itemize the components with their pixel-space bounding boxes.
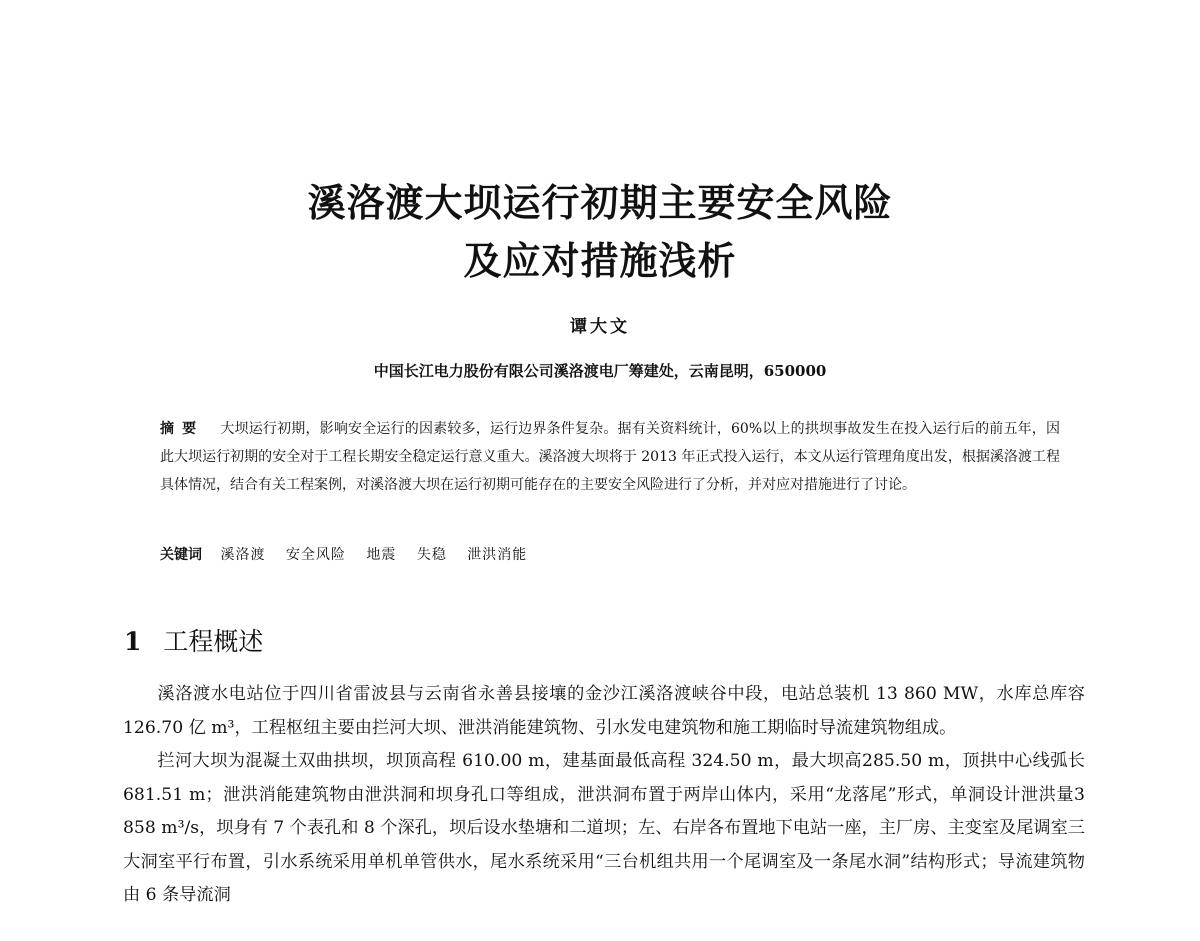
paper-title-line-1: 溪洛渡大坝运行初期主要安全风险: [307, 181, 893, 225]
author-affiliation: 中国长江电力股份有限公司溪洛渡电厂筹建处，云南昆明，650000: [373, 362, 827, 380]
abstract-label: 摘要: [160, 421, 205, 437]
section-heading: [124, 625, 263, 659]
abstract-text: 大坝运行初期，影响安全运行的因素较多，运行边界条件复杂。据有关资料统计，60%以上的拱坝事故发生在投入运行后的前五年，因此大坝运行初期的安全对于工程长期安全稳定运行意义重大。溪洛渡大坝将于 2013 年正式投入运行，本文从运行管理角度出发，根据溪洛渡工程具体情况，结合有关工程案例，对溪洛渡大坝在运行初期可能存在的主要安全风险进行了分析，并对应对措施进行了讨论。: [160, 421, 1060, 493]
body-text: [123, 678, 1085, 913]
keyword-item: 安全风险: [285, 547, 346, 563]
keyword-item: 地震: [366, 547, 397, 563]
section-number: 1: [124, 627, 142, 656]
keywords: [160, 541, 1060, 569]
keyword-item: 溪洛渡: [220, 547, 266, 563]
keywords-label: 关键词: [160, 547, 202, 563]
keyword-item: 失稳: [416, 547, 447, 563]
keyword-item: 泄洪消能: [467, 547, 528, 563]
abstract: [160, 415, 1060, 499]
section-title: 工程概述: [163, 627, 264, 656]
paper-title-line-2: 及应对措施浅析: [463, 239, 737, 283]
body-paragraph: 溪洛渡水电站位于四川省雷波县与云南省永善县接壤的金沙江溪洛渡峡谷中段，电站总装机 13 860 MW，水库总库容 126.70 亿 m³，工程枢纽主要由拦河大坝、泄洪消能建筑物、引水发电建筑物和施工期临时导流建筑物组成。: [123, 684, 1085, 738]
author-name: 谭大文: [570, 317, 630, 337]
body-paragraph: 拦河大坝为混凝土双曲拱坝，坝顶高程 610.00 m，建基面最低高程 324.50 m，最大坝高285.50 m，顶拱中心线弧长 681.51 m；泄洪消能建筑物由泄洪洞和坝身孔口等组成，泄洪洞布置于两岸山体内，采用“龙落尾”形式，单洞设计泄洪量3 858 m³/s，坝身有 7 个表孔和 8 个深孔，坝后设水垫塘和二道坝；左、右岸各布置地下电站一座，主厂房、主变室及尾调室三大洞室平行布置，引水系统采用单机单管供水，尾水系统采用“三台机组共用一个尾调室及一条尾水洞”结构形式；导流建筑物由 6 条导流洞: [123, 751, 1085, 905]
